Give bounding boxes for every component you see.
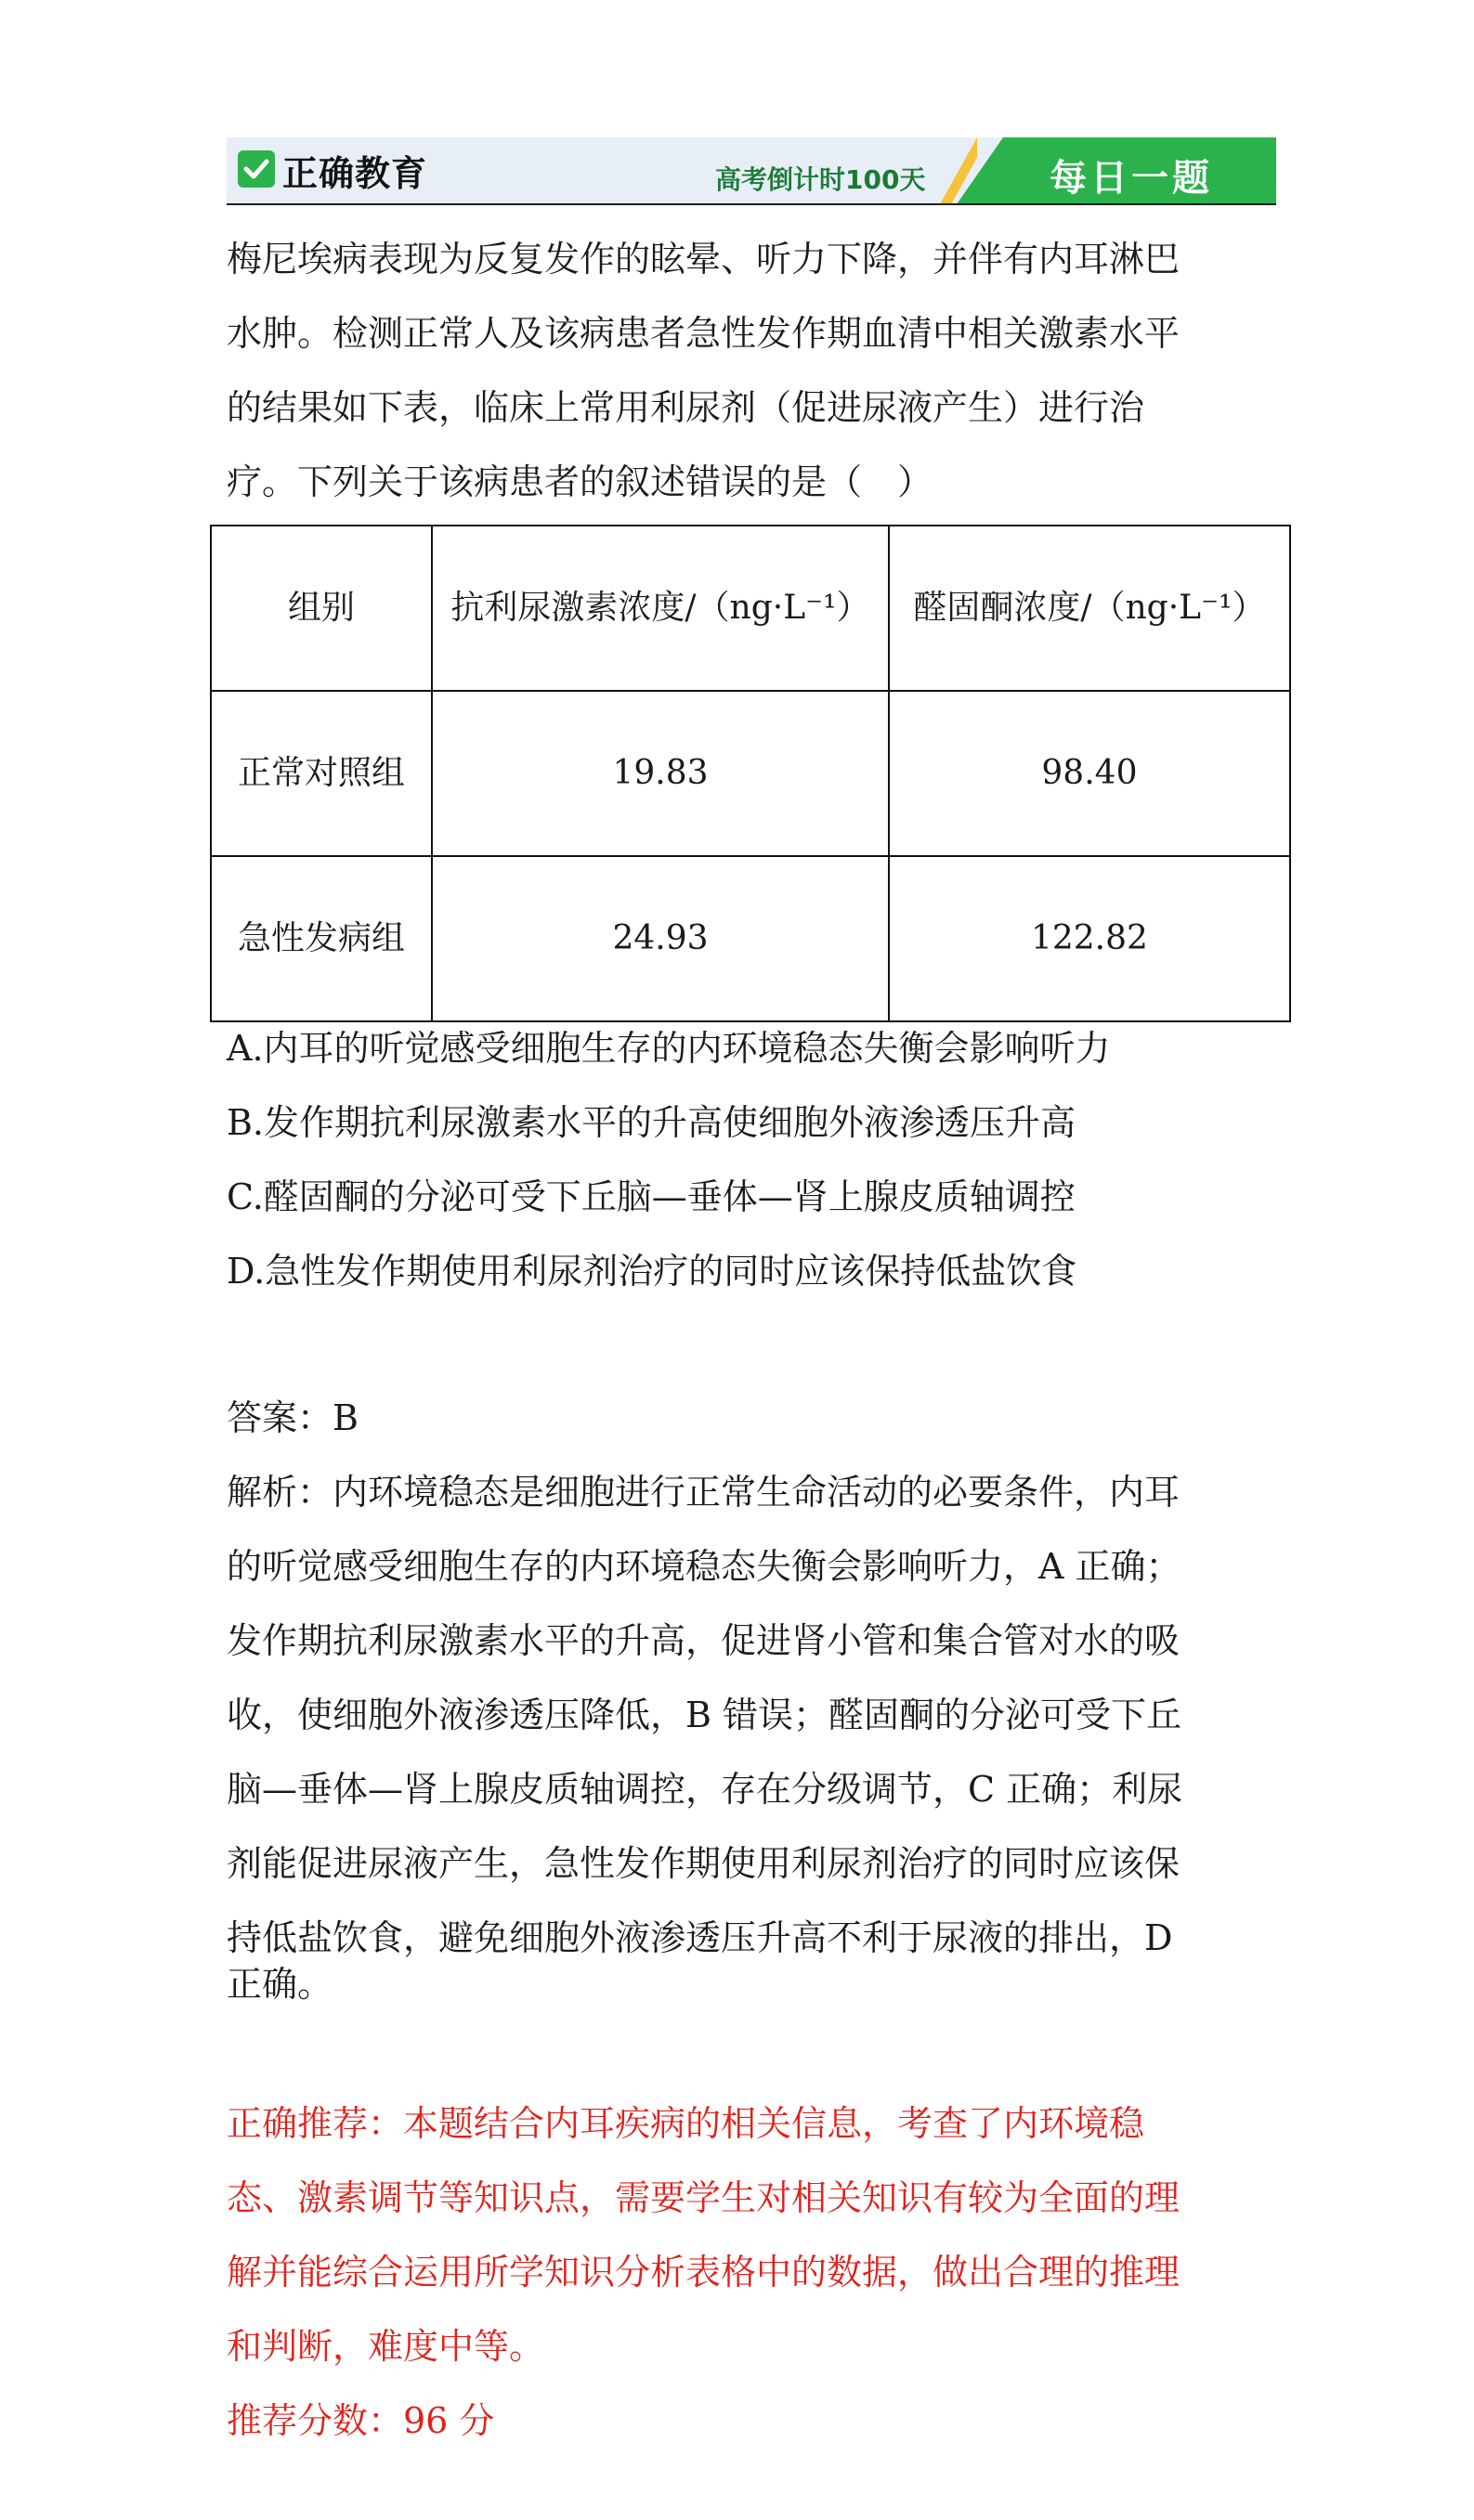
analysis-line: 正确。 (227, 1964, 333, 2005)
daily-question-tag: 每日一题 (1050, 157, 1213, 200)
check-icon (238, 150, 275, 188)
recommend-line: 正确推荐：本题结合内耳疾病的相关信息，考查了内环境稳 (227, 2103, 1145, 2144)
option-d: D.急性发作期使用利尿剂治疗的同时应该保持低盐饮食 (227, 1251, 1077, 1292)
recommend-line: 和判断，难度中等。 (227, 2326, 545, 2367)
option-c: C.醛固酮的分泌可受下丘脑—垂体—肾上腺皮质轴调控 (227, 1176, 1076, 1217)
option-a: A.内耳的听觉感受细胞生存的内环境稳态失衡会影响听力 (227, 1028, 1111, 1069)
analysis-line: 的听觉感受细胞生存的内环境稳态失衡会影响听力，A 正确； (227, 1546, 1181, 1587)
table-cell-group: 急性发病组 (211, 856, 432, 1021)
table-header-adh: 抗利尿激素浓度/（ng·L⁻¹） (432, 526, 889, 691)
analysis-line: 收，使细胞外液渗透压降低，B 错误；醛固酮的分泌可受下丘 (227, 1695, 1182, 1735)
question-line: 梅尼埃病表现为反复发作的眩晕、听力下降，并伴有内耳淋巴 (227, 239, 1181, 279)
table-cell-adh: 19.83 (432, 691, 889, 856)
analysis-line: 发作期抗利尿激素水平的升高，促进肾小管和集合管对水的吸 (227, 1620, 1181, 1661)
table-cell-adh: 24.93 (432, 856, 889, 1021)
table-cell-aldosterone: 122.82 (889, 856, 1290, 1021)
recommend-line: 解并能综合运用所学知识分析表格中的数据，做出合理的推理 (227, 2252, 1181, 2293)
question-line: 疗。下列关于该病患者的叙述错误的是（ ） (227, 461, 933, 502)
analysis-line: 剂能促进尿液产生，急性发作期使用利尿剂治疗的同时应该保 (227, 1843, 1181, 1884)
recommend-score: 推荐分数：96 分 (227, 2400, 495, 2441)
table-cell-group: 正常对照组 (211, 691, 432, 856)
table-header-row (211, 526, 1290, 691)
header-divider (227, 203, 1276, 205)
answer-text: 答案：B (227, 1397, 359, 1438)
analysis-line: 脑—垂体—肾上腺皮质轴调控，存在分级调节，C 正确；利尿 (227, 1769, 1183, 1810)
data-table (210, 525, 1291, 1022)
table-header-aldosterone: 醛固酮浓度/（ng·L⁻¹） (889, 526, 1290, 691)
brand-name: 正确教育 (282, 153, 428, 194)
table-row (211, 691, 1290, 856)
table-row (211, 856, 1290, 1021)
table-header-group: 组别 (211, 526, 432, 691)
exam-countdown: 高考倒计时100天 (715, 164, 926, 195)
table-cell-aldosterone: 98.40 (889, 691, 1290, 856)
option-b: B.发作期抗利尿激素水平的升高使细胞外液渗透压升高 (227, 1102, 1076, 1143)
analysis-line: 持低盐饮食，避免细胞外液渗透压升高不利于尿液的排出，D (227, 1917, 1173, 1958)
question-line: 的结果如下表，临床上常用利尿剂（促进尿液产生）进行治 (227, 387, 1145, 428)
analysis-line: 解析：内环境稳态是细胞进行正常生命活动的必要条件，内耳 (227, 1472, 1181, 1513)
recommend-line: 态、激素调节等知识点，需要学生对相关知识有较为全面的理 (227, 2177, 1181, 2218)
question-line: 水肿。检测正常人及该病患者急性发作期血清中相关激素水平 (227, 313, 1181, 354)
